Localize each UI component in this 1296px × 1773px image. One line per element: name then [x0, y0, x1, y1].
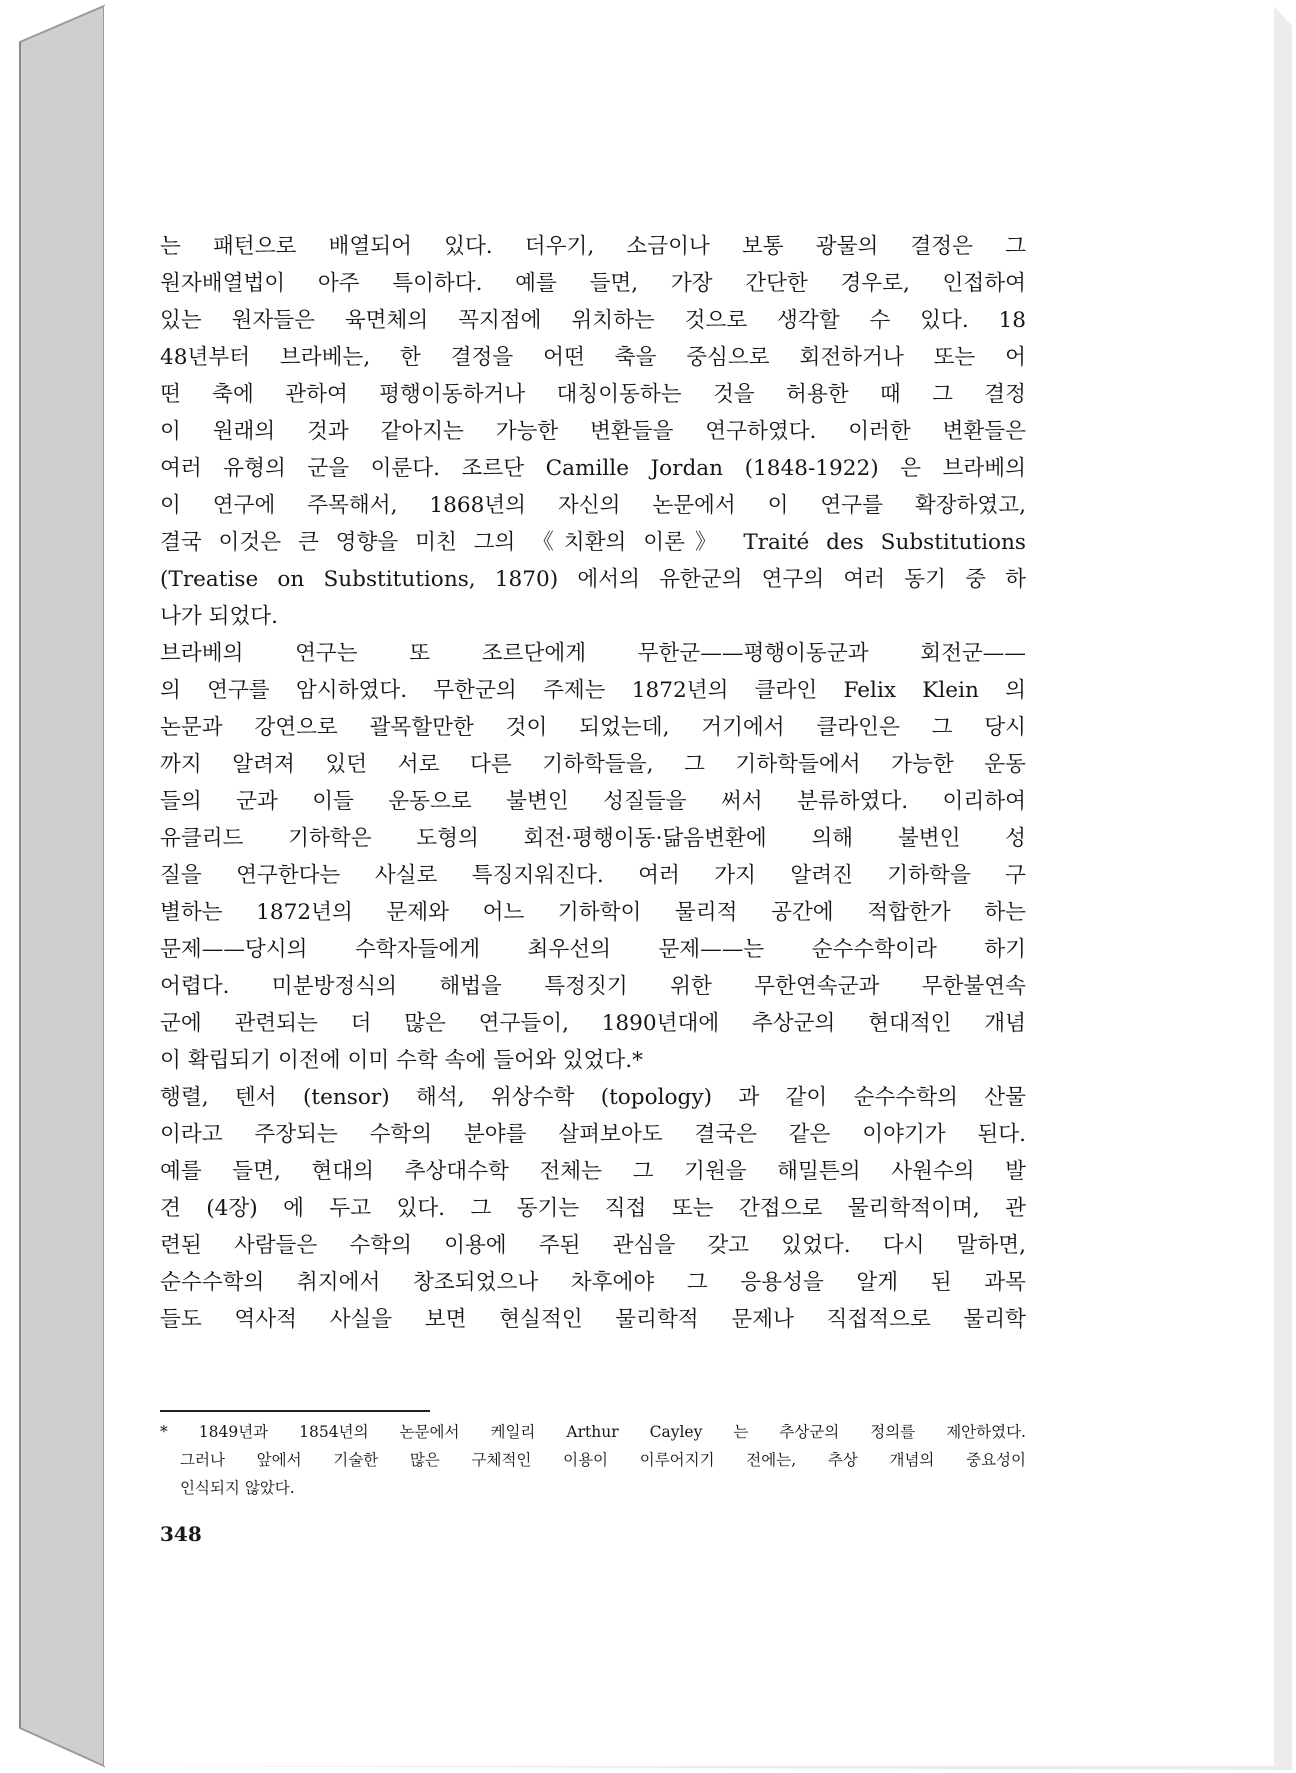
text-line: 논문과 강연으로 괄목할만한 것이 되었는데, 거기에서 클라인은 그 당시 [160, 715, 1026, 740]
footnote-line: 인식되지 않았다. [180, 1479, 295, 1497]
text-line: 련된 사람들은 수학의 이용에 주된 관심을 갖고 있었다. 다시 말하면, [160, 1233, 1026, 1258]
text-line: 군에 관련되는 더 많은 연구들이, 1890년대에 추상군의 현대적인 개념 [160, 1011, 1026, 1036]
text-line: 별하는 1872년의 문제와 어느 기하학이 물리적 공간에 적합한가 하는 [160, 900, 1026, 925]
text-line: 결국 이것은 큰 영향을 미친 그의 《치환의 이론》 Traité des Substitutions [160, 530, 1026, 555]
text-line: 원자배열법이 아주 특이하다. 예를 들면, 가장 간단한 경우로, 인접하여 [160, 271, 1026, 296]
text-line: 견 (4장) 에 두고 있다. 그 동기는 직접 또는 간접으로 물리학적이며, 관 [160, 1196, 1026, 1221]
paragraph-1 [160, 228, 1026, 635]
text-line: 나가 되었다. [160, 604, 279, 629]
page-number: 348 [160, 1522, 202, 1546]
text-line: 48년부터 브라베는, 한 결정을 어떤 축을 중심으로 회전하거나 또는 어 [160, 345, 1026, 370]
footnote [160, 1418, 1026, 1502]
text-line: 여러 유형의 군을 이룬다. 조르단 Camille Jordan (1848-1922) 은 브라베의 [160, 456, 1026, 481]
text-line: 순수수학의 취지에서 창조되었으나 차후에야 그 응용성을 알게 된 과목 [160, 1270, 1026, 1295]
text-line: 들도 역사적 사실을 보면 현실적인 물리학적 문제나 직접적으로 물리학 [160, 1307, 1026, 1332]
text-line: 질을 연구한다는 사실로 특징지워진다. 여러 가지 알려진 기하학을 구 [160, 863, 1026, 888]
text-line: 문제——당시의 수학자들에게 최우선의 문제——는 순수수학이라 하기 [160, 937, 1026, 962]
text-line: 예를 들면, 현대의 추상대수학 전체는 그 기원을 해밀튼의 사원수의 발 [160, 1159, 1026, 1184]
text-line: 행렬, 텐서 (tensor) 해석, 위상수학 (topology) 과 같이 순수수학의 산물 [160, 1085, 1026, 1110]
text-line: 있는 원자들은 육면체의 꼭지점에 위치하는 것으로 생각할 수 있다. 18 [160, 308, 1026, 333]
text-line: 는 패턴으로 배열되어 있다. 더우기, 소금이나 보통 광물의 결정은 그 [160, 234, 1026, 259]
text-line: 들의 군과 이들 운동으로 불변인 성질들을 써서 분류하였다. 이리하여 [160, 789, 1026, 814]
text-line: 이 원래의 것과 같아지는 가능한 변환들을 연구하였다. 이러한 변환들은 [160, 419, 1026, 444]
footnote-line: * 1849년과 1854년의 논문에서 케일리 Arthur Cayley 는 추상군의 정의를 제안하였다. [160, 1423, 1026, 1441]
text-line: 이라고 주장되는 수학의 분야를 살펴보아도 결국은 같은 이야기가 된다. [160, 1122, 1026, 1147]
text-line: 까지 알려져 있던 서로 다른 기하학들을, 그 기하학들에서 가능한 운동 [160, 752, 1026, 777]
footnote-line: 그러나 앞에서 기술한 많은 구체적인 이용이 이루어지기 전에는, 추상 개념의 중요성이 [180, 1451, 1026, 1469]
text-line: 유클리드 기하학은 도형의 회전·평행이동·닮음변환에 의해 불변인 성 [160, 826, 1026, 851]
text-line: 이 연구에 주목해서, 1868년의 자신의 논문에서 이 연구를 확장하였고, [160, 493, 1026, 518]
text-line: 이 확립되기 이전에 이미 수학 속에 들어와 있었다.* [160, 1048, 643, 1073]
text-line: 어렵다. 미분방정식의 해법을 특정짓기 위한 무한연속군과 무한불연속 [160, 974, 1026, 999]
text-line: 의 연구를 암시하였다. 무한군의 주제는 1872년의 클라인 Felix Klein 의 [160, 678, 1026, 703]
paragraph-3 [160, 1079, 1026, 1338]
paragraph-2 [160, 635, 1026, 1079]
footnote-divider [160, 1410, 430, 1412]
text-line: (Treatise on Substitutions, 1870) 에서의 유한군의 연구의 여러 동기 중 하 [160, 567, 1026, 592]
text-line: 브라베의 연구는 또 조르단에게 무한군——평행이동군과 회전군—— [160, 641, 1026, 666]
text-line: 떤 축에 관하여 평행이동하거나 대칭이동하는 것을 허용한 때 그 결정 [160, 382, 1026, 407]
body-text [160, 228, 1026, 1338]
